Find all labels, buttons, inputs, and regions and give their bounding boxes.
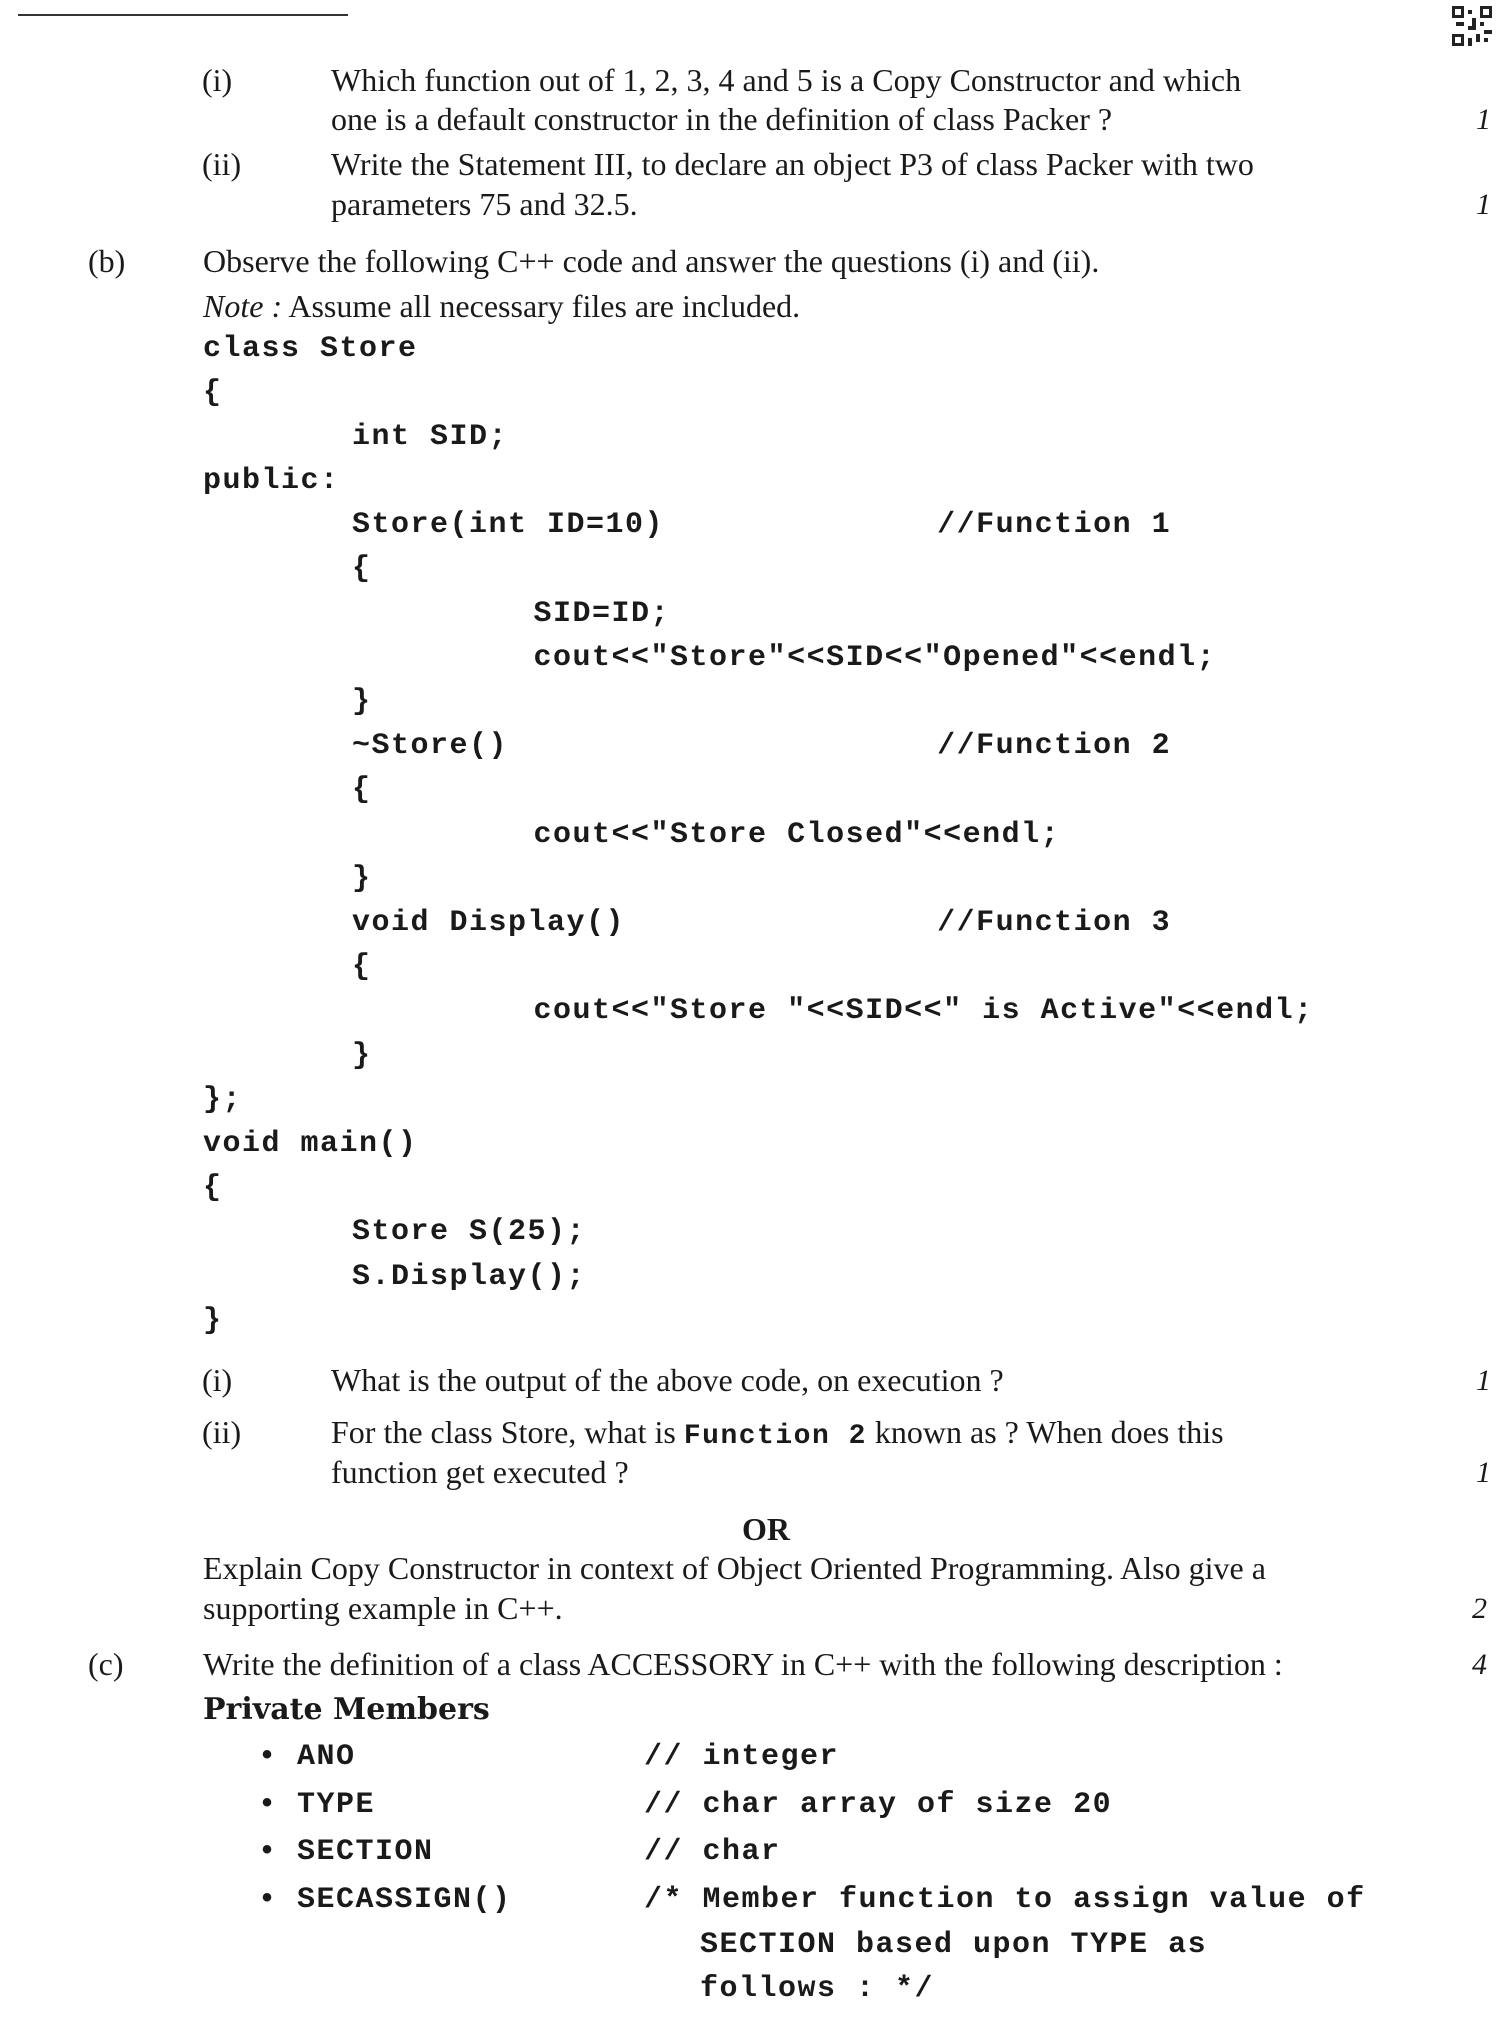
member-name: ANO xyxy=(297,1740,356,1774)
qb-i-label: (i) xyxy=(202,1362,233,1398)
member-comment-cont: SECTION based upon TYPE as xyxy=(700,1928,1208,1962)
qb-ii-line2: function get executed ? xyxy=(331,1454,629,1490)
member-name: SECTION xyxy=(297,1835,434,1869)
bullet-icon: • xyxy=(258,1740,298,1774)
code-line: { xyxy=(274,950,372,984)
code-line: cout<<"Store "<<SID<<" is Active"<<endl; xyxy=(358,994,1314,1028)
member-row xyxy=(258,1740,356,1774)
qa-ii-line2: parameters 75 and 32.5. xyxy=(331,186,638,222)
code-line: cout<<"Store Closed"<<endl; xyxy=(358,818,1061,852)
or-line1: Explain Copy Constructor in context of Object Oriented Programming. Also give a xyxy=(203,1550,1266,1586)
bullet-icon: • xyxy=(258,1788,298,1822)
qb-ii-marks: 1 xyxy=(1476,1456,1491,1489)
qb-ii-post: known as ? When does this xyxy=(866,1414,1224,1450)
code-line: } xyxy=(274,862,372,896)
code-line: Store(int ID=10) //Function 1 xyxy=(274,508,1172,542)
code-line: }; xyxy=(203,1083,243,1117)
code-line: void Display() //Function 3 xyxy=(274,906,1172,940)
code-line: { xyxy=(203,1171,223,1205)
code-line: } xyxy=(274,685,372,719)
question-b-note xyxy=(203,288,800,325)
or-marks: 2 xyxy=(1472,1592,1487,1625)
code-line: } xyxy=(274,1039,372,1073)
member-row xyxy=(258,1883,512,1917)
code-line: ~Store() //Function 2 xyxy=(274,729,1172,763)
qb-ii-code: Function 2 xyxy=(683,1421,867,1452)
question-c-marks: 4 xyxy=(1472,1648,1487,1681)
qa-i-marks: 1 xyxy=(1476,103,1491,136)
member-comment: // integer xyxy=(644,1740,840,1774)
bullet-icon: • xyxy=(258,1883,298,1917)
member-row xyxy=(258,1835,434,1869)
code-line: { xyxy=(274,552,372,586)
code-line: { xyxy=(203,376,223,410)
member-comment-cont: follows : */ xyxy=(700,1972,935,2006)
question-c-text: Write the definition of a class ACCESSORY in C++ with the following description : xyxy=(203,1646,1283,1682)
code-line: class Store xyxy=(203,332,418,366)
private-members-heading: Private Members xyxy=(203,1692,490,1727)
header-rule xyxy=(18,14,348,16)
question-b-label: (b) xyxy=(88,243,126,279)
qb-ii-line1 xyxy=(331,1414,1224,1452)
code-line: int SID; xyxy=(274,420,509,454)
member-name: TYPE xyxy=(297,1788,376,1822)
member-comment: /* Member function to assign value of xyxy=(644,1883,1366,1917)
qb-ii-label: (ii) xyxy=(202,1414,242,1450)
member-row xyxy=(258,1788,375,1822)
qa-i-line2: one is a default constructor in the definition of class Packer ? xyxy=(331,101,1113,137)
member-comment: // char array of size 20 xyxy=(644,1788,1113,1822)
qb-ii-pre: For the class Store, what is xyxy=(331,1414,684,1450)
code-line: public: xyxy=(203,464,340,498)
question-b-intro: Observe the following C++ code and answer the questions (i) and (ii). xyxy=(203,243,1100,279)
code-line: SID=ID; xyxy=(358,597,671,631)
qa-ii-marks: 1 xyxy=(1476,188,1491,221)
code-line: S.Display(); xyxy=(274,1260,587,1294)
qb-i-text: What is the output of the above code, on execution ? xyxy=(331,1362,1004,1398)
qa-ii-line1: Write the Statement III, to declare an object P3 of class Packer with two xyxy=(331,146,1254,182)
qb-i-marks: 1 xyxy=(1476,1364,1491,1397)
question-c-label: (c) xyxy=(88,1646,124,1682)
code-line: } xyxy=(203,1304,223,1338)
code-line: void main() xyxy=(203,1127,418,1161)
member-name: SECASSIGN() xyxy=(297,1883,512,1917)
qa-ii-label: (ii) xyxy=(202,146,242,182)
code-line: Store S(25); xyxy=(274,1215,587,1249)
code-line: { xyxy=(274,773,372,807)
or-divider: OR xyxy=(742,1511,790,1547)
note-label: Note : xyxy=(203,288,283,324)
note-text: Assume all necessary files are included. xyxy=(282,288,801,324)
code-line: cout<<"Store"<<SID<<"Opened"<<endl; xyxy=(358,641,1217,675)
bullet-icon: • xyxy=(258,1835,298,1869)
or-line2: supporting example in C++. xyxy=(203,1590,563,1626)
qr-code-icon xyxy=(1452,6,1492,46)
qa-i-label: (i) xyxy=(202,62,233,98)
member-comment: // char xyxy=(644,1835,781,1869)
qa-i-line1: Which function out of 1, 2, 3, 4 and 5 is a Copy Constructor and which xyxy=(331,62,1242,98)
